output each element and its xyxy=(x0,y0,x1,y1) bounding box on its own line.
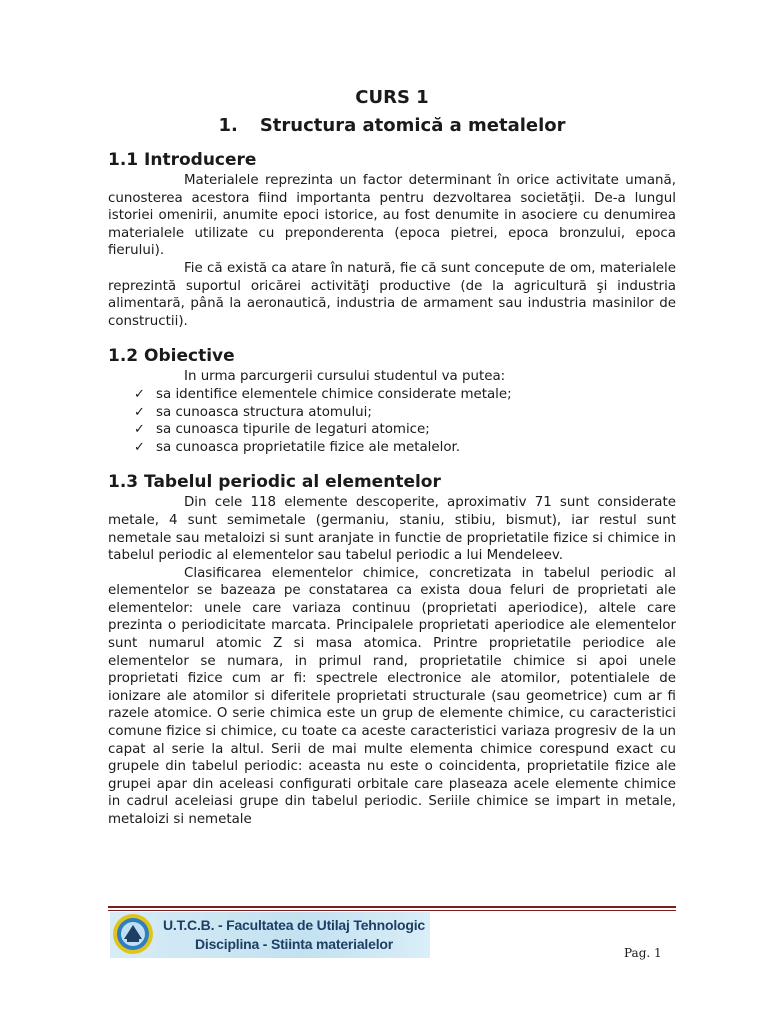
chapter-number: 1. xyxy=(218,115,238,136)
paragraph: Clasificarea elementelor chimice, concretizata in tabelul periodic al elementelor se bazeaza pe constatarea ca exista doua feluri de proprietati ale elementelor: unele care variaza continuu (proprietati aperiodice), altele care prezinta o periodicitate marcata. Principalele proprietati aperiodice ale elementelor sunt numarul atomic Z si masa atomica. Printre proprietatile periodice ale elementelor se numara, in primul rand, proprietatile chimice si apoi unele proprietati fizice cum ar fi: spectrele electronice ale atomilor, potentialele de ionizare ale atomilor si diferitele proprietati structurale (sau geometrice) cum ar fi razele atomice. O serie chimica este un grup de elemente chimice, cu caracteristici comune fizice si chimice, cu toate ca aceste caracteristici variaza progresiv de la un capat al serie la altul. Serii de mai multe elementa chimice corespund exact cu grupele din tabelul periodic: aceasta nu este o coincidenta, proprietatile fizice ale grupei apar din aceleasi configurati orbitale care plaseaza acele elemente chimice in cadrul aceleiasi grupe din tabelul periodic. Seriile chimice se impart in metale, metaloizi si nemetale xyxy=(108,565,676,827)
chapter-title-text: Structura atomică a metalelor xyxy=(259,115,566,136)
section-heading-objectives: 1.2 Obiective xyxy=(108,346,235,367)
checkmark-icon: ✓ xyxy=(134,404,145,420)
checkmark-icon: ✓ xyxy=(134,386,145,402)
footer-rule xyxy=(108,906,676,908)
footer-rule xyxy=(108,910,676,911)
page-number: Pag. 1 xyxy=(624,946,662,960)
list-item-text: sa cunoasca structura atomului; xyxy=(156,404,372,420)
paragraph: Materialele reprezinta un factor determinant în orice activitate umană, cunosterea acestora fiind importanta pentru dezvoltarea societăţii. De-a lungul istoriei omenirii, anumite epoci istorice, au fost denumite in asociere cu denumirea materialele utilizate cu preponderenta (epoca pietrei, epoca bronzului, epoca fierului). xyxy=(108,173,676,259)
section-heading-intro: 1.1 Introducere xyxy=(108,150,257,170)
checkmark-icon: ✓ xyxy=(134,422,145,438)
course-title: CURS 1 xyxy=(355,87,429,108)
checkmark-icon: ✓ xyxy=(134,439,145,455)
list-item xyxy=(108,439,676,457)
paragraph: Fie că există ca atare în natură, fie că sunt concepute de om, materialele reprezintă suportul oricărei activităţi productive (de la agricultură şi industria alimentară, până la aeronautică, industria de armament sau industria masinilor de constructii). xyxy=(108,260,676,329)
list-item-text: sa identifice elementele chimice considerate metale; xyxy=(156,386,512,402)
title-block xyxy=(108,86,676,138)
list-item xyxy=(108,404,676,422)
objectives-list xyxy=(108,386,676,456)
chapter-title xyxy=(108,114,676,138)
section-heading-periodic-table: 1.3 Tabelul periodic al elementelor xyxy=(108,472,441,493)
objectives-lead: In urma parcurgerii cursului studentul va putea: xyxy=(184,369,506,385)
footer-banner xyxy=(110,912,430,958)
document-body xyxy=(108,148,676,829)
university-logo-icon xyxy=(112,913,154,955)
list-item xyxy=(108,386,676,404)
footer-discipline: Disciplina - Stiinta materialelor xyxy=(194,936,393,952)
list-item-text: sa cunoasca tipurile de legaturi atomice; xyxy=(156,422,430,438)
list-item-text: sa cunoasca proprietatile fizice ale metalelor. xyxy=(156,439,461,455)
footer-faculty: U.T.C.B. - Facultatea de Utilaj Tehnologic xyxy=(162,917,426,933)
paragraph: Din cele 118 elemente descoperite, aproximativ 71 sunt considerate metale, 4 sunt semimetale (germaniu, staniu, stibiu, bismut), iar restul sunt nemetale sau metaloizi si sunt aranjate in functie de proprietatile fizice si chimice in tabelul periodic al elementelor sau tabelul periodic a lui Mendeleev. xyxy=(108,495,676,564)
list-item xyxy=(108,421,676,439)
